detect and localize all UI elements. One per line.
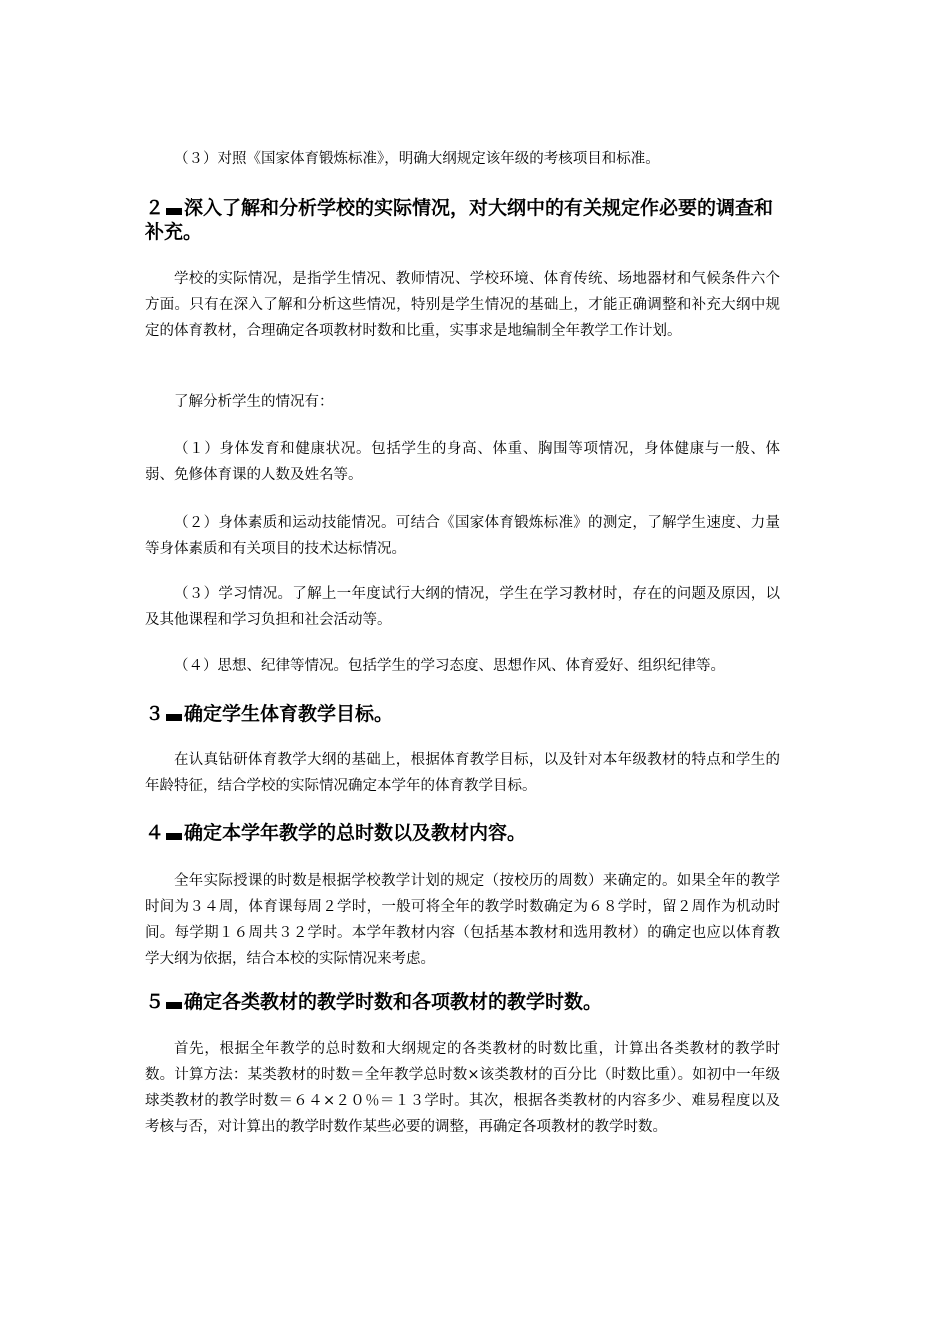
heading-number: ２ xyxy=(145,197,165,219)
heading-marker xyxy=(166,1002,182,1009)
heading-text: 确定学生体育教学目标。 xyxy=(184,703,394,725)
heading-number: ５ xyxy=(145,991,165,1013)
heading-marker xyxy=(166,714,182,721)
paragraph-learning-situation: （３）学习情况。了解上一年度试行大纲的情况，学生在学习教材时，存在的问题及原因，以及其他课程和学习负担和社会活动等。 xyxy=(145,586,780,628)
heading-section-3 xyxy=(145,702,780,726)
heading-section-2 xyxy=(145,196,780,244)
heading-section-4 xyxy=(145,821,780,845)
heading-number: ３ xyxy=(145,703,165,725)
heading-text: 确定各类教材的教学时数和各项教材的教学时数。 xyxy=(184,991,603,1013)
heading-section-5 xyxy=(145,990,780,1014)
heading-marker xyxy=(166,833,182,840)
heading-number: ４ xyxy=(145,822,165,844)
heading-marker xyxy=(166,208,182,215)
paragraph-assessment-standard: （３）对照《国家体育锻炼标准》，明确大纲规定该年级的考核项目和标准。 xyxy=(174,151,660,167)
paragraph-student-analysis-intro: 了解分析学生的情况有： xyxy=(174,394,334,410)
heading-text: 确定本学年教学的总时数以及教材内容。 xyxy=(184,822,527,844)
paragraph-physical-fitness: （２）身体素质和运动技能情况。可结合《国家体育锻炼标准》的测定，了解学生速度、力量等身体素质和有关项目的技术达标情况。 xyxy=(145,515,780,557)
heading-text: 深入了解和分析学校的实际情况，对大纲中的有关规定作必要的调查和补充。 xyxy=(145,197,774,243)
paragraph-physical-health: （１）身体发育和健康状况。包括学生的身高、体重、胸围等项情况，身体健康与一般、体弱、免修体育课的人数及姓名等。 xyxy=(145,441,780,483)
paragraph-school-conditions: 学校的实际情况，是指学生情况、教师情况、学校环境、体育传统、场地器材和气候条件六个方面。只有在深入了解和分析这些情况，特别是学生情况的基础上，才能正确调整和补充大纲中规定的体育教材，合理确定各项教材时数和比重，实事求是地编制全年教学工作计划。 xyxy=(145,271,780,339)
paragraph-teaching-goals: 在认真钻研体育教学大纲的基础上，根据体育教学目标，以及针对本年级教材的特点和学生的年龄特征，结合学校的实际情况确定本学年的体育教学目标。 xyxy=(145,752,780,794)
paragraph-hours-calculation: 首先，根据全年教学的总时数和大纲规定的各类教材的时数比重，计算出各类教材的教学时数。计算方法：某类教材的时数＝全年教学总时数×该类教材的百分比（时数比重）。如初中一年级球类教材的教学时数＝６４×２０％＝１３学时。其次，根据各类教材的内容多少、难易程度以及考核与否，对计算出的教学时数作某些必要的调整，再确定各项教材的教学时数。 xyxy=(145,1041,780,1135)
paragraph-discipline: （４）思想、纪律等情况。包括学生的学习态度、思想作风、体育爱好、组织纪律等。 xyxy=(174,658,725,674)
paragraph-total-hours: 全年实际授课的时数是根据学校教学计划的规定（按校历的周数）来确定的。如果全年的教学时间为３４周，体育课每周２学时，一般可将全年的教学时数确定为６８学时，留２周作为机动时间。每学期１６周共３２学时。本学年教材内容（包括基本教材和选用教材）的确定也应以体育教学大纲为依据，结合本校的实际情况来考虑。 xyxy=(145,873,780,967)
